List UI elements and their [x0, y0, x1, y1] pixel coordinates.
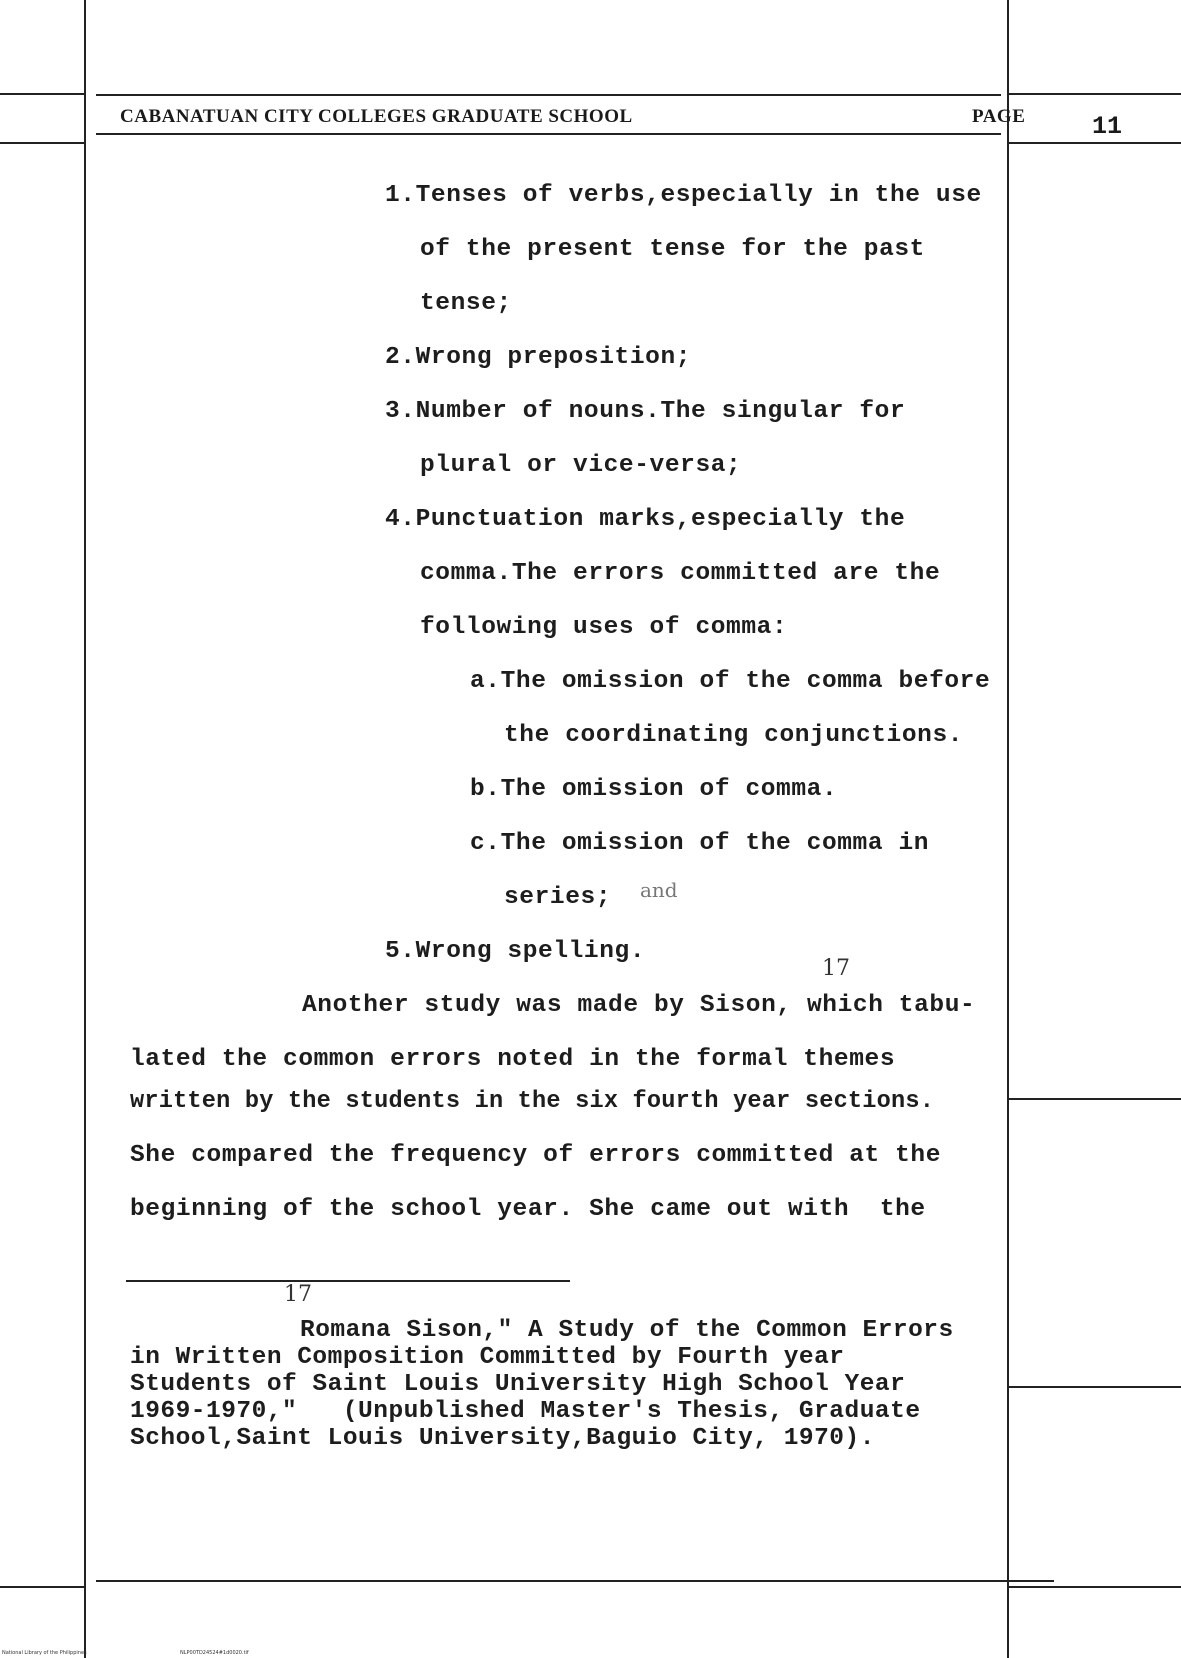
header-institution: CABANATUAN CITY COLLEGES GRADUATE SCHOOL [120, 106, 633, 127]
page-number: 11 [1092, 112, 1123, 141]
sub-item-a-line-2: the coordinating conjunctions. [504, 722, 964, 749]
list-item-4-line-2: comma.The errors committed are the [420, 560, 941, 587]
paragraph-line-1: Another study was made by Sison, which tabu- [302, 992, 976, 1019]
sub-item-c-line-2: series; [504, 884, 612, 911]
sub-item-a-line-1: a.The omission of the comma before [470, 668, 991, 695]
right-mid-rule [1009, 1098, 1181, 1100]
right-lower-rule [1009, 1386, 1181, 1388]
footnote-line-4: 1969-1970," (Unpublished Master's Thesis, Graduate [130, 1398, 921, 1425]
list-item-3-line-2: plural or vice-versa; [420, 452, 742, 479]
list-item-3-line-1: 3.Number of nouns.The singular for [385, 398, 906, 425]
right-margin-line [1007, 0, 1009, 1658]
paragraph-line-5: beginning of the school year. She came out with the [130, 1196, 926, 1223]
paragraph-line-2: lated the common errors noted in the formal themes [130, 1046, 896, 1073]
list-item-4-line-3: following uses of comma: [420, 614, 788, 641]
paragraph-line-4: She compared the frequency of errors committed at the [130, 1142, 942, 1169]
header-page-label: PAGE [972, 106, 1026, 127]
outer-header-rule-right [1009, 142, 1181, 144]
footnote-line-2: in Written Composition Committed by Fourth year [130, 1344, 845, 1371]
sub-item-b-line-1: b.The omission of comma. [470, 776, 838, 803]
list-item-2-line-1: 2.Wrong preposition; [385, 344, 692, 371]
handwritten-and: and [640, 878, 678, 902]
footnote-number: 17 [284, 1282, 312, 1307]
outer-top-rule-left [0, 93, 84, 95]
list-item-1-line-2: of the present tense for the past [420, 236, 925, 263]
library-credit: National Library of the Philippines [2, 1650, 87, 1656]
sub-item-c-line-1: c.The omission of the comma in [470, 830, 930, 857]
outer-header-rule-left [0, 142, 84, 144]
footnote-line-1: Romana Sison," A Study of the Common Errors [300, 1317, 954, 1344]
list-item-1-line-3: tense; [420, 290, 512, 317]
footer-rule [96, 1580, 1054, 1582]
footnote-line-3: Students of Saint Louis University High School Year [130, 1371, 906, 1398]
outer-footer-rule-right [1009, 1586, 1181, 1588]
header-bottom-rule [96, 133, 1001, 135]
file-identifier: NLP00TD24524#1d0020.tif [180, 1650, 249, 1656]
paragraph-line-3: written by the students in the six fourth year sections. [130, 1088, 935, 1115]
list-item-4-line-1: 4.Punctuation marks,especially the [385, 506, 906, 533]
outer-footer-rule-left [0, 1586, 84, 1588]
footnote-reference-17: 17 [822, 956, 850, 981]
footnote-separator [126, 1280, 570, 1282]
left-margin-line [84, 0, 86, 1658]
footnote-line-5: School,Saint Louis University,Baguio City, 1970). [130, 1425, 875, 1452]
list-item-1-line-1: 1.Tenses of verbs,especially in the use [385, 182, 982, 209]
outer-top-rule-right [1009, 93, 1181, 95]
list-item-5-line-1: 5.Wrong spelling. [385, 938, 646, 965]
header-top-rule [96, 94, 1001, 96]
